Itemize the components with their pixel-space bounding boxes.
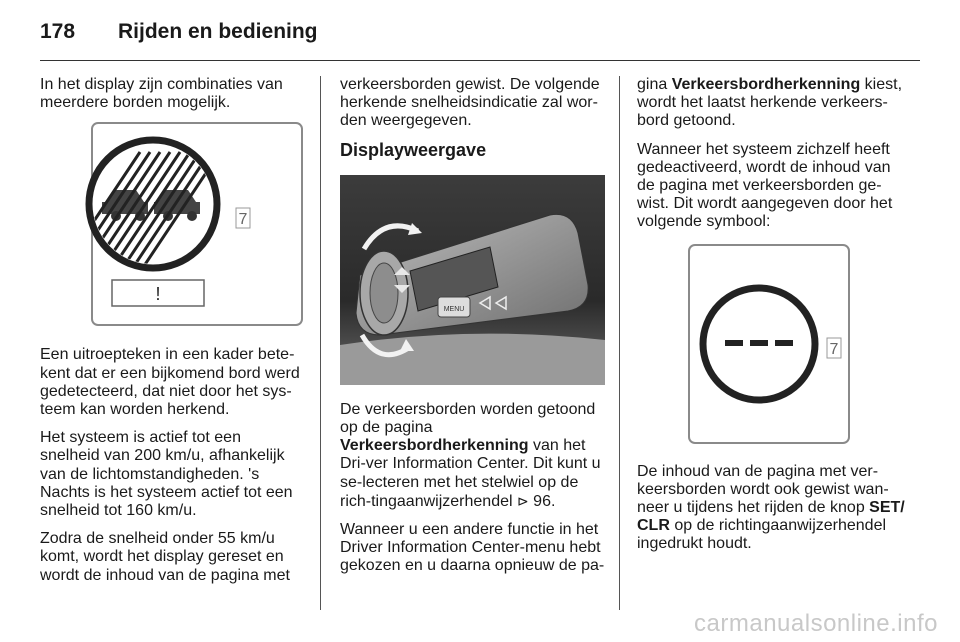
section-heading: Displayweergave	[340, 139, 487, 160]
end-no-overtaking-sign-figure	[40, 122, 305, 330]
column-3	[637, 76, 912, 564]
col3-paragraph-1: gina Verkeersbordherkenning kiest, wordt het laatst herkende verkeers-bord getoond.	[637, 76, 903, 130]
page-name-bold: Verkeersbordherkenning	[340, 437, 529, 455]
col1-paragraph-2: Het systeem is actief tot een snelheid van 200 km/u, afhankelijk van de lichtomstandigheden. 's Nachts is het systeem actief tot een snelheid tot 160 km/u.	[40, 429, 293, 520]
sign-counter-digit: 7	[238, 211, 248, 229]
col2-paragraph-a: De verkeersborden worden getoond op de pagina Verkeersbordherkenning van het Dri-ver Information Center. Dit kunt u se-lecteren met het stelwiel op de rich-tingaanwijzerhendel ⊳ 96.	[340, 400, 601, 510]
column-divider-1	[320, 76, 321, 610]
column-2	[340, 76, 605, 586]
col3-paragraph-3: De inhoud van de pagina met ver-keersborden wordt ook gewist wan-neer u tijdens het rijden de knop SET/ CLR op de richtingaanwijzerhendel ingedrukt houdt.	[637, 462, 905, 553]
header-divider	[40, 60, 920, 61]
col3-paragraph-2: Wanneer het systeem zichzelf heeft gedeactiveerd, wordt de inhoud van de pagina met verkeersborden ge-wist. Dit wordt aangegeven door het volgende symbool:	[637, 140, 893, 231]
col1-paragraph-1: Een uitroepteken in een kader bete-kent dat er een bijkomend bord werd gedetecteerd, dat niet door het sys-teem kan worden herkend.	[40, 346, 300, 419]
page-reference: 96	[533, 492, 551, 510]
sign-counter-digit: 7	[829, 340, 839, 358]
stalk-menu-button-label: MENU	[443, 305, 465, 313]
turn-signal-stalk-image	[340, 175, 605, 385]
intro-text: In het display zijn combinaties van meerdere borden mogelijk.	[40, 76, 283, 112]
column-1	[40, 76, 305, 595]
chevron-right-icon: ⊳	[516, 492, 529, 509]
turn-signal-stalk-figure	[340, 175, 605, 385]
col1-paragraph-3: Zodra de snelheid onder 55 km/u komt, wordt het display gereset en wordt de inhoud van de pagina met	[40, 530, 290, 584]
page-title: Rijden en bediening	[118, 20, 318, 43]
system-deactivated-sign-image	[637, 242, 902, 447]
col2-paragraph-b: Wanneer u een andere functie in het Driver Information Center-menu hebt gekozen en u daarna opnieuw de pa-	[340, 521, 605, 575]
page-number: 178	[40, 20, 76, 43]
column-divider-2	[619, 76, 620, 610]
system-deactivated-sign-figure	[637, 242, 912, 447]
set-clr-button-name: SET/ CLR	[637, 499, 905, 535]
watermark: carmanualsonline.info	[694, 610, 938, 637]
page-header	[40, 20, 318, 48]
end-no-overtaking-sign-image	[40, 122, 305, 330]
unknown-sign-exclamation: !	[155, 284, 161, 305]
page-name-bold: Verkeersbordherkenning	[671, 76, 861, 93]
col2-paragraph-top: verkeersborden gewist. De volgende herkende snelheidsindicatie zal wor-den weergegeven.	[340, 76, 600, 130]
